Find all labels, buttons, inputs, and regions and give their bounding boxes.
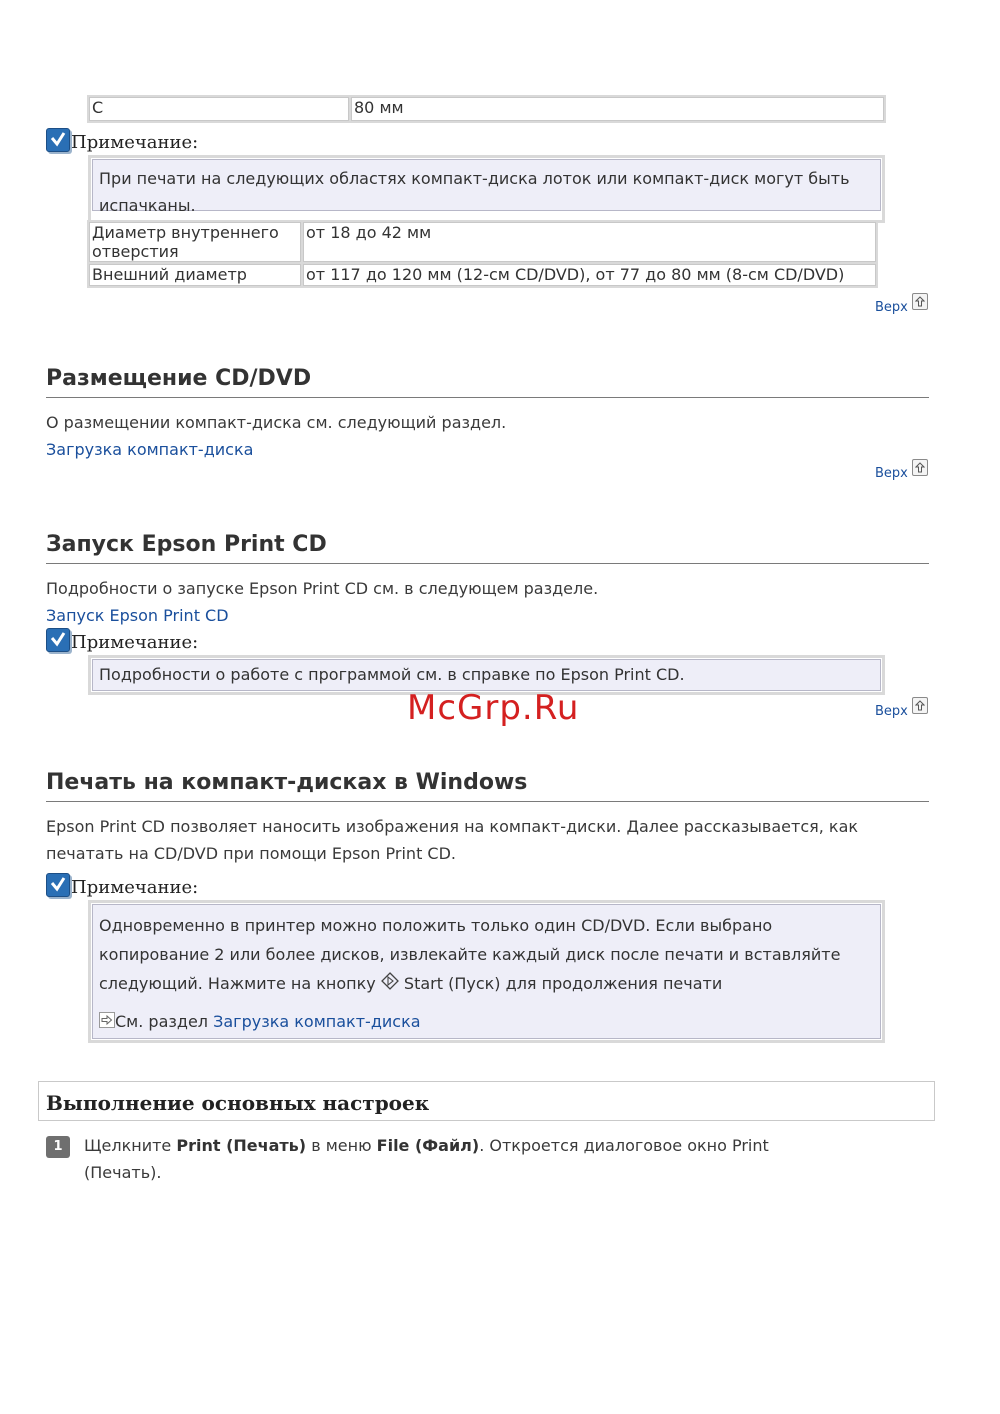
table-cell: от 18 до 42 мм [303, 222, 876, 262]
table-cell: Диаметр внутреннего отверстия [89, 222, 301, 262]
reference-arrow-icon [99, 1012, 115, 1028]
step-text-part: в меню [311, 1136, 372, 1155]
note-label: Примечание: [71, 877, 199, 898]
checkmark-icon [46, 128, 70, 152]
arrow-up-icon[interactable] [912, 697, 928, 714]
paragraph: О размещении компакт-диска см. следующий раздел. [46, 413, 507, 432]
note-text: При печати на следующих областях компакт-диска лоток или компакт-диск могут быть испачканы. [92, 159, 881, 211]
see-prefix: См. раздел [115, 1012, 209, 1031]
table-cell: 80 мм [351, 97, 884, 121]
diameter-table [87, 220, 878, 288]
step-text-part: Щелкните [84, 1136, 172, 1155]
procedure-title: Выполнение основных настроек [46, 1091, 430, 1115]
step-text [84, 1132, 824, 1186]
note-text: Подробности о работе с программой см. в справке по Epson Print CD. [92, 659, 881, 691]
procedure-header [38, 1081, 935, 1121]
note-content [92, 904, 881, 1039]
step-text-part: . Откроется диалоговое окно Print (Печать). [84, 1136, 769, 1182]
menu-file: File (Файл) [376, 1136, 480, 1155]
start-button-icon [381, 970, 399, 988]
checkmark-icon [46, 873, 70, 897]
arrow-up-icon[interactable] [912, 293, 928, 310]
checkmark-icon [46, 628, 70, 652]
note-text: Start (Пуск) для продолжения печати [403, 974, 723, 993]
table-cell: от 117 до 120 мм (12-см CD/DVD), от 77 до 80 мм (8-см CD/DVD) [303, 264, 876, 286]
menu-item-print: Print (Печать) [176, 1136, 307, 1155]
top-link[interactable]: Верх [875, 704, 908, 719]
section-heading: Запуск Epson Print CD [46, 532, 929, 564]
watermark: McGrp.Ru [407, 688, 580, 728]
load-cd-link[interactable]: Загрузка компакт-диска [213, 1012, 421, 1031]
table-cell: C [89, 97, 349, 121]
section-heading: Печать на компакт-дисках в Windows [46, 770, 929, 802]
load-cd-link[interactable]: Загрузка компакт-диска [46, 440, 254, 459]
note-text: Одновременно в принтер можно положить только один CD/DVD. Если выбрано копирование 2 или более дисков, извлекайте каждый диск после печати и вставляйте следующий. Нажмите на кнопку [99, 916, 841, 993]
arrow-up-icon[interactable] [912, 459, 928, 476]
top-link[interactable]: Верх [875, 300, 908, 315]
table-cell: Внешний диаметр [89, 264, 301, 286]
paragraph: Epson Print CD позволяет наносить изображения на компакт-диски. Далее рассказывается, как печатать на CD/DVD при помощи Epson Print CD. [46, 817, 859, 863]
section-heading: Размещение CD/DVD [46, 366, 929, 398]
note-box [88, 900, 885, 1043]
start-print-cd-link[interactable]: Запуск Epson Print CD [46, 606, 229, 625]
paragraph: Подробности о запуске Epson Print CD см. в следующем разделе. [46, 579, 599, 598]
top-link[interactable]: Верх [875, 466, 908, 481]
note-label: Примечание: [71, 632, 199, 653]
size-table [87, 95, 886, 123]
step-number: 1 [46, 1136, 70, 1158]
note-box [88, 155, 885, 223]
note-label: Примечание: [71, 132, 199, 153]
